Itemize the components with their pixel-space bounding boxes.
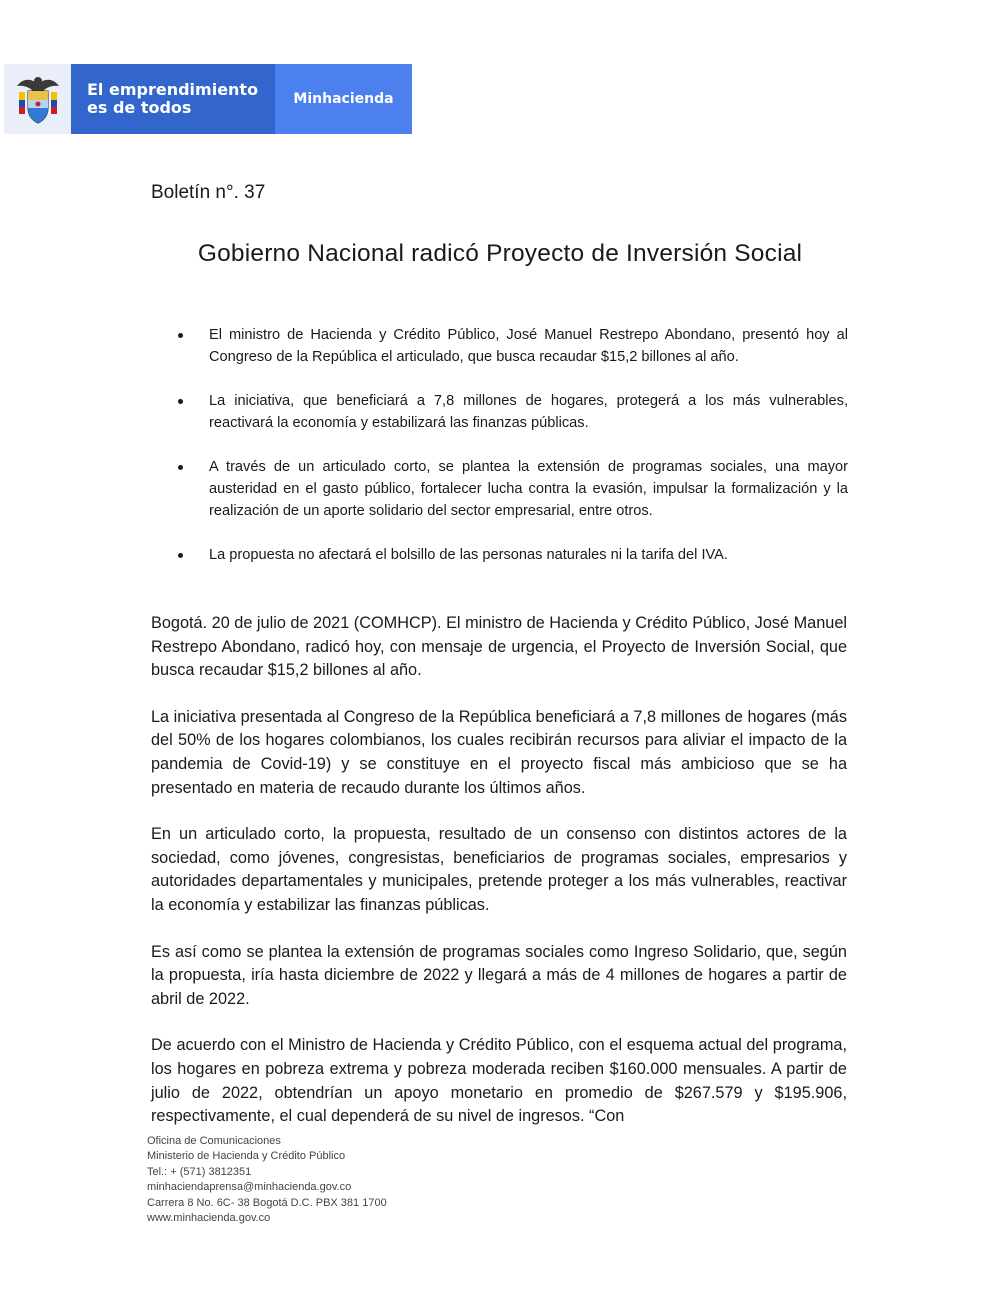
footer-office: Oficina de Comunicaciones bbox=[147, 1135, 281, 1147]
ministry-label: Minhacienda bbox=[275, 64, 412, 134]
list-item-text: El ministro de Hacienda y Crédito Público, José Manuel Restrepo Abondano, presentó hoy al Congreso de la República el articulado, que busca recaudar $15,2 billones al año. bbox=[209, 327, 848, 365]
paragraph: Bogotá. 20 de julio de 2021 (COMHCP). El ministro de Hacienda y Crédito Público, José Manuel Restrepo Abondano, radicó hoy, con mensaje de urgencia, el Proyecto de Inversión Social, que busca recaudar $15,2 billones al año. bbox=[151, 614, 847, 680]
bullet-icon bbox=[178, 333, 183, 338]
seal-panel bbox=[4, 64, 71, 134]
header-banner bbox=[4, 64, 412, 134]
footer-phone: Tel.: + (571) 3812351 bbox=[147, 1165, 252, 1178]
paragraph: Es así como se plantea la extensión de programas sociales como Ingreso Solidario, que, según la propuesta, iría hasta diciembre de 2022 y llegará a más de 4 millones de hogares a partir de abril de 2022. bbox=[151, 942, 847, 1008]
paragraph: En un articulado corto, la propuesta, resultado de un consenso con distintos actores de la sociedad, como jóvenes, congresistas, beneficiarios de programas sociales, empresarios y autoridades departamentales y municipales, pretende proteger a los más vulnerables, reactivar la economía y estabilizar las finanzas públicas. bbox=[151, 825, 847, 914]
list-item-text: A través de un articulado corto, se plantea la extensión de programas sociales, una mayor austeridad en el gasto público, fortalecer lucha contra la evasión, impulsar la formalización y la realización de un aporte solidario del sector empresarial, entre otros. bbox=[209, 459, 848, 519]
footer-website: www.minhacienda.gov.co bbox=[147, 1212, 271, 1225]
list-item bbox=[178, 544, 848, 566]
slogan-block bbox=[71, 64, 275, 134]
slogan-line-1: El emprendimiento bbox=[87, 80, 259, 99]
list-item-text: La iniciativa, que beneficiará a 7,8 millones de hogares, protegerá a los más vulnerables, reactivará la economía y estabilizará las finanzas públicas. bbox=[209, 393, 848, 431]
list-item bbox=[178, 324, 848, 368]
footer-email: minhaciendaprensa@minhacienda.gov.co bbox=[147, 1181, 352, 1194]
bullet-icon bbox=[178, 553, 183, 558]
footer-contact bbox=[147, 1134, 447, 1226]
highlights-list bbox=[178, 324, 848, 588]
list-item-text: La propuesta no afectará el bolsillo de las personas naturales ni la tarifa del IVA. bbox=[209, 547, 728, 563]
paragraph: De acuerdo con el Ministro de Hacienda y Crédito Público, con el esquema actual del programa, los hogares en pobreza extrema y pobreza moderada reciben $160.000 mensuales. A partir de julio de 2022, obtendrían un apoyo monetario en promedio de $267.579 y $195.906, respectivamente, el cual dependerá de su nivel de ingresos. “Con bbox=[151, 1036, 847, 1126]
slogan-line-2: es de todos bbox=[87, 98, 192, 117]
bulletin-number: Boletín n°. 37 bbox=[151, 182, 266, 203]
footer-address: Carrera 8 No. 6C- 38 Bogotá D.C. PBX 381 1700 bbox=[147, 1196, 387, 1209]
footer-ministry: Ministerio de Hacienda y Crédito Público bbox=[147, 1150, 346, 1163]
paragraph: La iniciativa presentada al Congreso de la República beneficiará a 7,8 millones de hogares (más del 50% de los hogares colombianos, los cuales recibirán recursos para aliviar el impacto de la pandemia de Covid-19) y se constituye en el proyecto fiscal más ambicioso que se ha presentado en materia de recaudo durante los últimos años. bbox=[151, 707, 847, 797]
list-item bbox=[178, 390, 848, 434]
list-item bbox=[178, 456, 848, 522]
colombia-coat-of-arms-icon bbox=[15, 72, 61, 126]
page-title: Gobierno Nacional radicó Proyecto de Inversión Social bbox=[197, 240, 803, 267]
bullet-icon bbox=[178, 399, 183, 404]
bullet-icon bbox=[178, 465, 183, 470]
article-body bbox=[151, 612, 847, 1129]
